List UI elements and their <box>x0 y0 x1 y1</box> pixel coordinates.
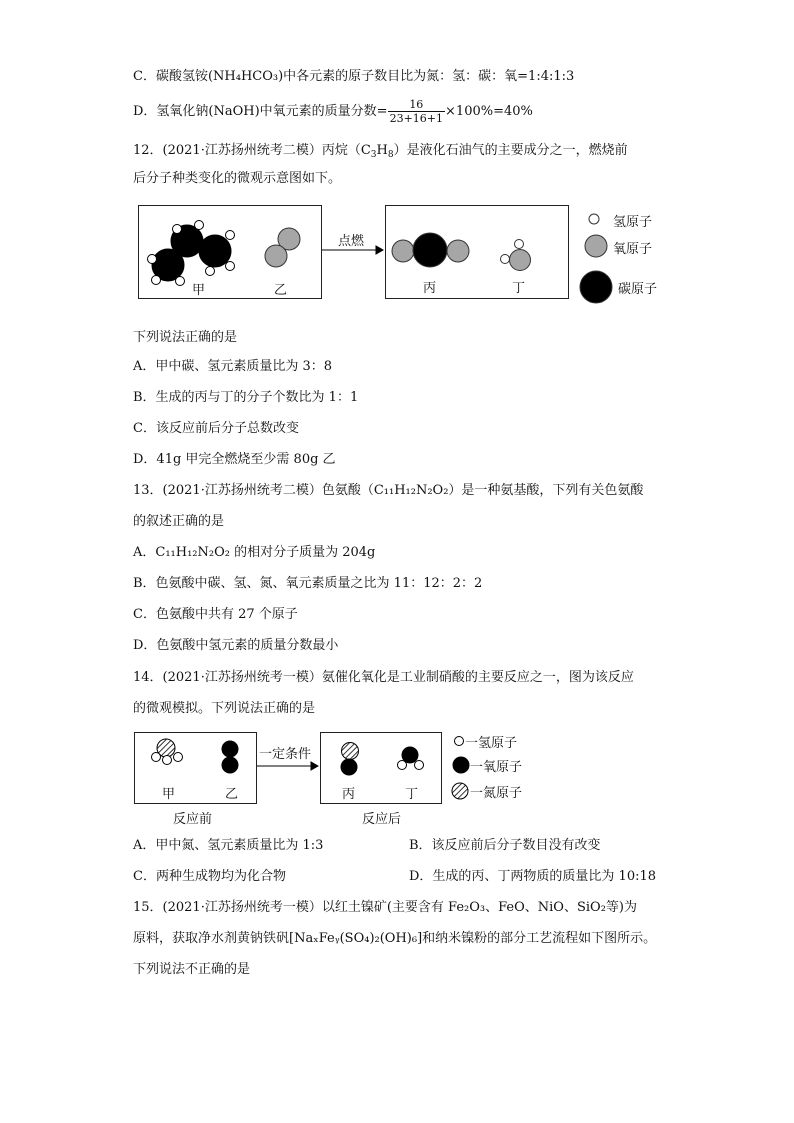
q14-arrow-label: 一定条件 <box>259 747 312 762</box>
q14-hydrogen-icon <box>455 737 464 746</box>
q14-arrow <box>257 762 318 770</box>
q12-label-ding: 丁 <box>512 281 526 296</box>
q14-nitrogen-icon <box>452 783 468 799</box>
q13-option-a: A．C₁₁H₁₂N₂O₂ 的相对分子质量为 204g <box>133 545 376 560</box>
q13-stem-line1: 13．(2021·江苏扬州统考二模）色氨酸（C₁₁H₁₂N₂O₂）是一种氨基酸，下列有关色氨酸 <box>133 483 644 498</box>
q12-label-bing: 丙 <box>423 281 437 296</box>
q12-sub-8: 8 <box>387 150 394 160</box>
q14-water-molecule <box>398 747 424 770</box>
q14-label-bing: 丙 <box>342 787 356 802</box>
option-d-prefix: D．氢氧化钠(NaOH)中氧元素的质量分数= <box>133 104 388 119</box>
q14-label-yi: 乙 <box>225 787 239 802</box>
q12-sub-3: 3 <box>370 150 377 160</box>
q12-option-d: D．41g 甲完全燃烧至少需 80g 乙 <box>133 452 336 467</box>
q14-oxygen-icon <box>453 757 469 773</box>
q15-stem-line3: 下列说法不正确的是 <box>133 962 251 977</box>
ammonia-molecule <box>152 739 183 765</box>
q12-label-yi: 乙 <box>274 283 288 298</box>
q14-legend-hydrogen: 一氢原子 <box>465 736 518 751</box>
legend-oxygen: 氧原子 <box>613 242 653 257</box>
q14-option-c: C．两种生成物均为化合物 <box>133 869 286 884</box>
no-molecule <box>341 743 359 776</box>
q15-stem-line2: 原料，获取净水剂黄钠铁矾[NaₓFeᵧ(SO₄)₂(OH)₆]和纳米镍粉的部分工艺流程如下图所示。 <box>133 931 657 946</box>
q14-option-b: B．该反应前后分子数目没有改变 <box>409 838 601 853</box>
q14-stem-line2: 的微观模拟。下列说法正确的是 <box>133 701 316 716</box>
q14-oxygen-molecule <box>222 741 238 773</box>
fraction-numerator: 16 <box>388 98 445 112</box>
q14-before-label: 反应前 <box>173 812 213 827</box>
option-c-prev: C．碳酸氢铵(NH₄HCO₃)中各元素的原子数目比为氮：氢：碳：氧=1:4:1:3 <box>133 69 575 84</box>
q12-stem-suffix: ）是液化石油气的主要成分之一，燃烧前 <box>393 143 628 158</box>
q14-label-ding: 丁 <box>405 787 419 802</box>
q12-question: 下列说法正确的是 <box>133 330 238 345</box>
q12-stem-prefix: 12．(2021·江苏扬州统考二模）丙烷（C <box>133 143 371 158</box>
q13-option-c: C．色氨酸中共有 27 个原子 <box>133 607 298 622</box>
q14-after-label: 反应后 <box>362 812 402 827</box>
q14-option-d: D．生成的丙、丁两物质的质量比为 10:18 <box>409 869 657 884</box>
q14-legend-oxygen: 一氧原子 <box>470 760 523 775</box>
q13-stem-line2: 的叙述正确的是 <box>133 514 225 529</box>
q12-arrow-label: 点燃 <box>338 234 365 249</box>
fraction-denominator: 23+16+1 <box>389 112 444 125</box>
q14-label-jia: 甲 <box>162 787 176 802</box>
q14-legend-nitrogen: 一氮原子 <box>470 786 523 801</box>
q14-option-a: A．甲中氮、氢元素质量比为 1:3 <box>133 838 324 853</box>
q12-label-jia: 甲 <box>192 283 206 298</box>
q12-option-a: A．甲中碳、氢元素质量比为 3：8 <box>133 359 333 374</box>
q15-stem-line1: 15．(2021·江苏扬州统考一模）以红土镍矿(主要含有 Fe₂O₃、FeO、NiO、SiO₂等)为 <box>133 900 637 915</box>
option-d-suffix: ×100%=40% <box>445 104 533 119</box>
q13-option-b: B．色氨酸中碳、氢、氮、氧元素质量之比为 11：12：2：2 <box>133 576 483 591</box>
q12-option-c: C．该反应前后分子总数改变 <box>133 421 299 436</box>
q14-stem-line1: 14．(2021·江苏扬州统考一模）氨催化氧化是工业制硝酸的主要反应之一，图为该反应 <box>133 670 634 685</box>
legend-carbon: 碳原子 <box>618 282 658 297</box>
q12-stem-h: H <box>376 143 388 158</box>
q13-option-d: D．色氨酸中氢元素的质量分数最小 <box>133 638 339 653</box>
legend-hydrogen: 氢原子 <box>613 215 653 230</box>
q12-option-b: B．生成的丙与丁的分子个数比为 1：1 <box>133 390 359 405</box>
q12-stem-line2: 后分子种类变化的微观示意图如下。 <box>133 171 342 186</box>
